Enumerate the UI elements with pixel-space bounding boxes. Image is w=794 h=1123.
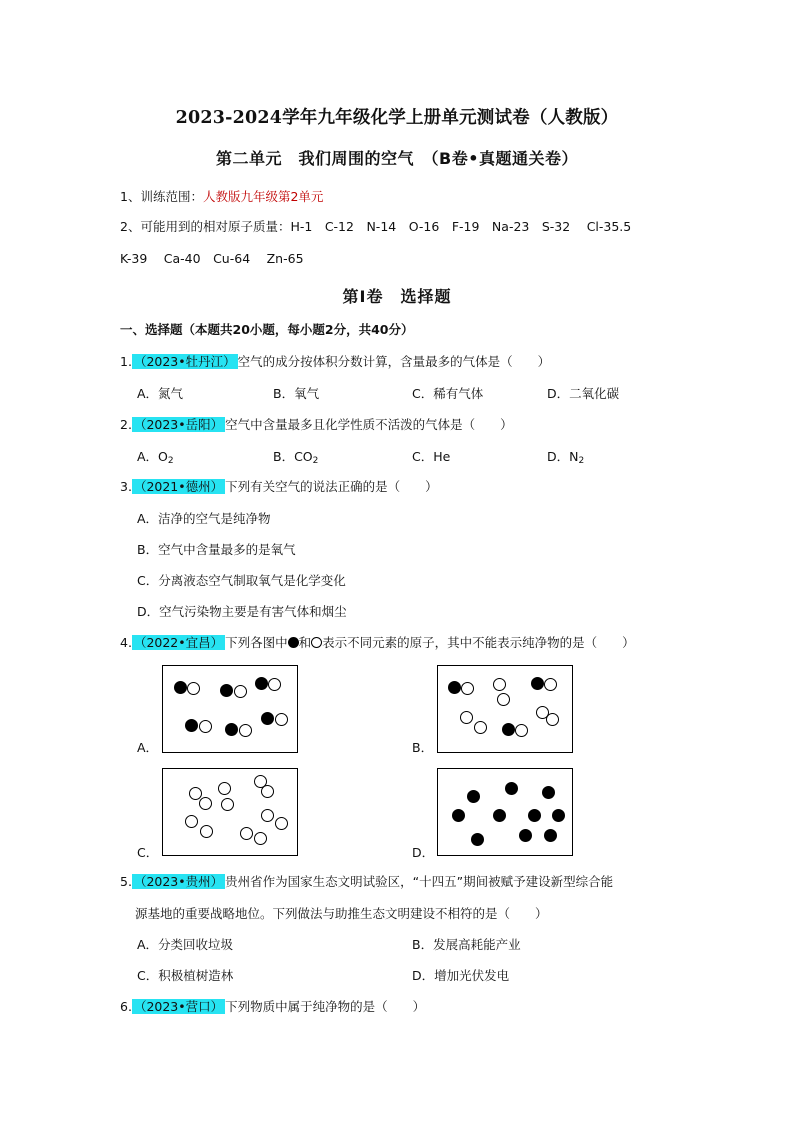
option-b (273, 448, 318, 470)
question-number: 2. (120, 417, 132, 432)
source-tag: （2022•宜昌） (133, 635, 224, 650)
option-a (137, 448, 174, 470)
question-5-continued: 源基地的重要战略地位。下列做法与助推生态文明建设不相符的是（ ） (135, 906, 548, 921)
black-atom (174, 681, 187, 694)
black-atom (552, 809, 565, 822)
diagram-b-label: B． (412, 740, 434, 755)
option-c: C．稀有气体 (412, 386, 484, 401)
option-d: D．二氧化碳 (547, 386, 620, 401)
option-subscript: 2 (312, 456, 319, 466)
white-atom (546, 713, 559, 726)
option-text: D．N (547, 449, 579, 464)
question-stem-part-2: 和 (298, 635, 312, 650)
question-number: 3. (120, 479, 132, 494)
option-subscript: 2 (167, 456, 174, 466)
option-a: A．分类回收垃圾 (137, 937, 234, 952)
black-atom (261, 712, 274, 725)
info-line-1 (120, 188, 323, 206)
black-atom (528, 809, 541, 822)
option-c: C．积极植树造林 (137, 968, 234, 983)
question-5 (120, 873, 613, 891)
black-atom (502, 723, 515, 736)
question-6 (120, 998, 425, 1016)
question-stem: 空气中含量最多且化学性质不活泼的气体是（ ） (225, 417, 513, 432)
option-a: A．洁净的空气是纯净物 (137, 511, 271, 526)
diagram-b (437, 665, 573, 753)
white-atom (234, 685, 247, 698)
black-atom (255, 677, 268, 690)
info-line-1-prefix: 1、训练范围： (120, 189, 203, 204)
white-atom (187, 682, 200, 695)
black-atom (220, 684, 233, 697)
white-atom (493, 678, 506, 691)
option-subscript: 2 (578, 456, 585, 466)
source-tag: （2021•德州） (133, 479, 224, 494)
question-3 (120, 478, 438, 496)
black-atom (185, 719, 198, 732)
diagram-a (162, 665, 298, 753)
diagram-d-label: D． (412, 845, 435, 860)
white-atom (185, 815, 198, 828)
white-atom (240, 827, 253, 840)
white-atom (239, 724, 252, 737)
question-4 (120, 634, 635, 652)
black-atom (493, 809, 506, 822)
black-atom-icon (288, 637, 299, 648)
option-c: C．分离液态空气制取氧气是化学变化 (137, 573, 346, 588)
option-d: D．空气污染物主要是有害气体和烟尘 (137, 604, 347, 619)
black-atom (544, 829, 557, 842)
option-a: A．氮气 (137, 386, 184, 401)
question-number: 6. (120, 999, 132, 1014)
white-atom (544, 678, 557, 691)
option-text: C．He (412, 449, 451, 464)
white-atom (261, 785, 274, 798)
question-number: 5. (120, 874, 132, 889)
source-tag: （2023•岳阳） (133, 417, 224, 432)
white-atom (268, 678, 281, 691)
diagram-c (162, 768, 298, 856)
section-title: 第Ⅰ卷 选择题 (342, 287, 452, 306)
question-number: 4. (120, 635, 132, 650)
question-stem: 空气的成分按体积分数计算，含量最多的气体是（ ） (237, 354, 551, 369)
question-stem: 贵州省作为国家生态文明试验区，“十四五”期间被赋予建设新型综合能 (225, 874, 614, 889)
white-atom (460, 711, 473, 724)
option-d: D．增加光伏发电 (412, 968, 510, 983)
question-stem: 下列物质中属于纯净物的是（ ） (225, 999, 426, 1014)
option-b: B．发展高耗能产业 (412, 937, 521, 952)
option-c (412, 448, 450, 466)
black-atom (452, 809, 465, 822)
question-stem-part-1: 下列各图中 (225, 635, 288, 650)
page-subtitle: 第二单元 我们周围的空气 （B卷•真题通关卷） (216, 149, 578, 168)
white-atom-icon (311, 637, 322, 648)
black-atom (519, 829, 532, 842)
question-number: 1. (120, 354, 132, 369)
white-atom (200, 825, 213, 838)
white-atom (515, 724, 528, 737)
white-atom (199, 720, 212, 733)
white-atom (275, 713, 288, 726)
source-tag: （2023•牡丹江） (133, 354, 236, 369)
question-stem-part-3: 表示不同元素的原子，其中不能表示纯净物的是（ ） (322, 635, 635, 650)
black-atom (531, 677, 544, 690)
white-atom (275, 817, 288, 830)
white-atom (497, 693, 510, 706)
page-title: 2023-2024学年九年级化学上册单元测试卷（人教版） (175, 108, 619, 128)
white-atom (218, 782, 231, 795)
question-stem: 下列有关空气的说法正确的是（ ） (225, 479, 438, 494)
option-b: B．氧气 (273, 386, 320, 401)
black-atom (448, 681, 461, 694)
white-atom (474, 721, 487, 734)
white-atom (254, 832, 267, 845)
white-atom (261, 809, 274, 822)
black-atom (225, 723, 238, 736)
diagram-d (437, 768, 573, 856)
info-line-3: K-39 Ca-40 Cu-64 Zn-65 (120, 251, 304, 266)
option-d (547, 448, 584, 470)
black-atom (467, 790, 480, 803)
option-b: B．空气中含量最多的是氧气 (137, 542, 296, 557)
white-atom (461, 682, 474, 695)
white-atom (199, 797, 212, 810)
diagram-c-label: C． (137, 845, 159, 860)
black-atom (471, 833, 484, 846)
section-heading: 一、选择题（本题共20小题，每小题2分，共40分） (120, 322, 414, 337)
question-1 (120, 353, 550, 371)
black-atom (542, 786, 555, 799)
white-atom (221, 798, 234, 811)
option-text: B．CO (273, 449, 313, 464)
source-tag: （2023•营口） (133, 999, 224, 1014)
option-text: A．O (137, 449, 168, 464)
diagram-a-label: A． (137, 740, 159, 755)
info-line-2: 2、可能用到的相对原子质量：H-1 C-12 N-14 O-16 F-19 Na-23 S-32 Cl-35.5 (120, 219, 632, 234)
black-atom (505, 782, 518, 795)
source-tag: （2023•贵州） (133, 874, 224, 889)
info-line-1-value: 人教版九年级第2单元 (202, 189, 324, 204)
question-2 (120, 416, 513, 434)
